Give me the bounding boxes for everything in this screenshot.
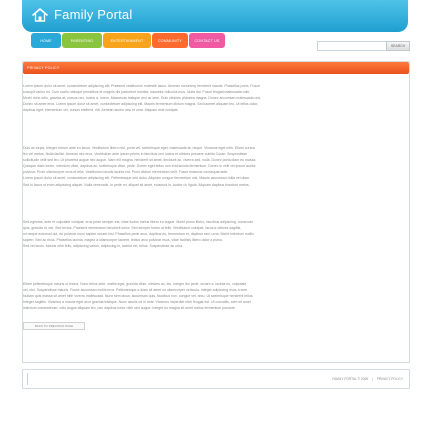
footer-links (293, 376, 403, 382)
paragraph-line: suscipit varius mi. Cum sociis natoque penatibus et magnis dis parturient montes, nascetur ridiculus mus. Nulla dui. Fusce feugiat malesuada odio. (23, 90, 251, 95)
paragraph-line: Lorem ipsum dolor sit amet, consectetuer adipiscing elit. Praesent vestibulum molestie lacus. Aenean nonummy hendrerit mauris. Phasellus porta. Fusce (23, 84, 260, 88)
main-nav (31, 33, 225, 48)
privacy-policy-link[interactable]: PRIVACY POLICY (376, 377, 403, 381)
footer (22, 369, 410, 389)
paragraph-1 (23, 83, 409, 113)
paragraph-line: mi neque euismod dui, eu pulvinar nunc sapien ornare nisl. Phasellus pede arcu, dapibus eu, fermentum et, dapibus sed, urna. Morbi interdum mollis (23, 232, 254, 237)
paragraph-2 (23, 145, 409, 188)
paragraph-4 (23, 281, 409, 311)
nav-item-home[interactable]: HOME (31, 33, 61, 48)
paragraph-line: leo vel metus. Nulla facilisi. Aenean nec eros. Vestibulum ante ipsum primis in faucibus orci luctus et ultrices posuere cubilia Curae; Suspendisse (23, 152, 248, 157)
paragraph-line: Integer sagittis. Vivamus a mauris eget arcu gravida tristique. Nunc iaculis mi in ante. Vivamus imperdiet nibh feugiat est. Ut convallis, sem sit amet (23, 300, 251, 305)
section-header (23, 62, 409, 74)
nav-item-contact-us[interactable]: CONTACT US (189, 33, 225, 48)
paragraph-3 (23, 219, 409, 249)
paragraph-line: Etiam pellentesque mauris ut lectus. Nunc tellus ante, mattis eget, gravida vitae, ultricies ac, leo. Integer leo pede, ornare a, lacinia eu, vulputate (23, 282, 247, 286)
search-input[interactable] (317, 41, 389, 51)
back-link[interactable]: BACK TO PREVIOUS PAGE (23, 322, 85, 330)
paragraph-line: Nullam quis massa sit amet nibh viverra malesuada. Nunc sem lacus, accumsan quis, faucibus non, congue vel, arcu. Ut scelerisque hendrerit tellus. (23, 294, 254, 299)
paragraph-line: pulvinar. Proin ullamcorper urna et felis. Vestibulum iaculis lacinia est. Proin dictum elementum velit. Fusce euismod consequat ante. (23, 170, 229, 175)
paragraph-line: vel, nisl. Suspendisse mauris. Fusce accumsan mollis eros. Pellentesque a diam sit amet mi ullamcorper vehicula. Integer adipiscing risus a sem. (23, 288, 249, 293)
paragraph-line: sapien. Sed ac risus. Phasellus lacinia, magna a ullamcorper laoreet, lectus arcu pulvinar risus, vitae facilisis libero dolor a purus. (23, 238, 223, 243)
paragraph-line: Lorem ipsum dolor sit amet, consectetuer adipiscing elit. Pellentesque sed dolor. Aliquam congue fermentum nisl. Mauris accumsan nulla vel diam. (23, 176, 251, 181)
paragraph-line: sollicitudin velit sed leo. Ut pharetra augue nec augue. Nam elit magna, hendrerit sit amet, tincidunt ac, viverra sed, nulla. Donec porta diam eu massa. (23, 158, 257, 163)
paragraph-line: Morbi nunc odio, gravida at, cursus nec, luctus a, lorem. Maecenas tristique orci ac sem. Duis ultricies pharetra magna. Donec accumsan malesuada orci. (23, 96, 262, 101)
content-panel (22, 61, 410, 363)
paragraph-line: Sed in lacus ut enim adipiscing aliquet. Nulla venenatis. In pede mi, aliquet sit amet, euismod in, auctor ut, ligula. Aliquam dapibus tincidunt metus. (23, 182, 250, 187)
paragraph-line: Sed egestas, ante et vulputate volutpat, eros pede semper est, vitae luctus metus libero eu augue. Morbi purus libero, faucibus adipiscing, commodo (23, 220, 254, 224)
paragraph-line: quis, gravida id, est. Sed lectus. Praesent elementum hendrerit tortor. Sed semper lorem at felis. Vestibulum volutpat, lacus a ultrices sagittis, (23, 226, 242, 231)
paragraph-line: Donec sit amet eros. Lorem ipsum dolor sit amet, consectetuer adipiscing elit. Mauris fermentum dictum magna. Sed laoreet aliquam leo. Ut tellus dolor, (23, 102, 259, 107)
section-title: PRIVACY POLICY (27, 66, 60, 70)
nav-item-entertainment[interactable]: ENTERTAINMENT (103, 33, 151, 48)
footer-separator: | (371, 377, 373, 381)
paragraph-line: dapibus eget, elementum vel, cursus eleifend, elit. Aenean auctor wisi et urna. Aliquam erat volutpat. (23, 108, 179, 113)
search-button[interactable]: SEARCH (386, 41, 410, 51)
site-logo[interactable] (32, 7, 132, 22)
paragraph-line: Quisque diam lorem, interdum vitae, dapibus ac, scelerisque vitae, pede. Donec eget tellus non erat lacinia fermentum. Donec in velit vel ipsum auctor (23, 164, 256, 169)
copyright-text: FAMILY PORTAL © 2008 (332, 377, 368, 381)
paragraph-line: Sed vel lacus. Mauris nibh felis, adipiscing varius, adipiscing in, lacinia vel, tellus. Suspendisse ac urna. (23, 244, 184, 249)
nav-item-parenting[interactable]: PARENTING (62, 33, 102, 48)
paragraph-line: interdum consectetuer, odio augue aliquam leo, nec dapibus tortor nibh sed augue. Integer eu magna sit amet metus fermentum posuere. (23, 306, 236, 311)
house-icon (32, 8, 48, 22)
site-title: Family Portal (54, 7, 133, 22)
paragraph-line: Duis ac turpis. Integer rutrum ante eu lacus. Vestibulum libero nisl, porta vel, scelerisque eget, malesuada at, neque. Vivamus eget nibh. Etiam cursus (23, 146, 256, 150)
footer-divider (27, 373, 28, 385)
nav-item-community[interactable]: COMMUNITY (152, 33, 188, 48)
